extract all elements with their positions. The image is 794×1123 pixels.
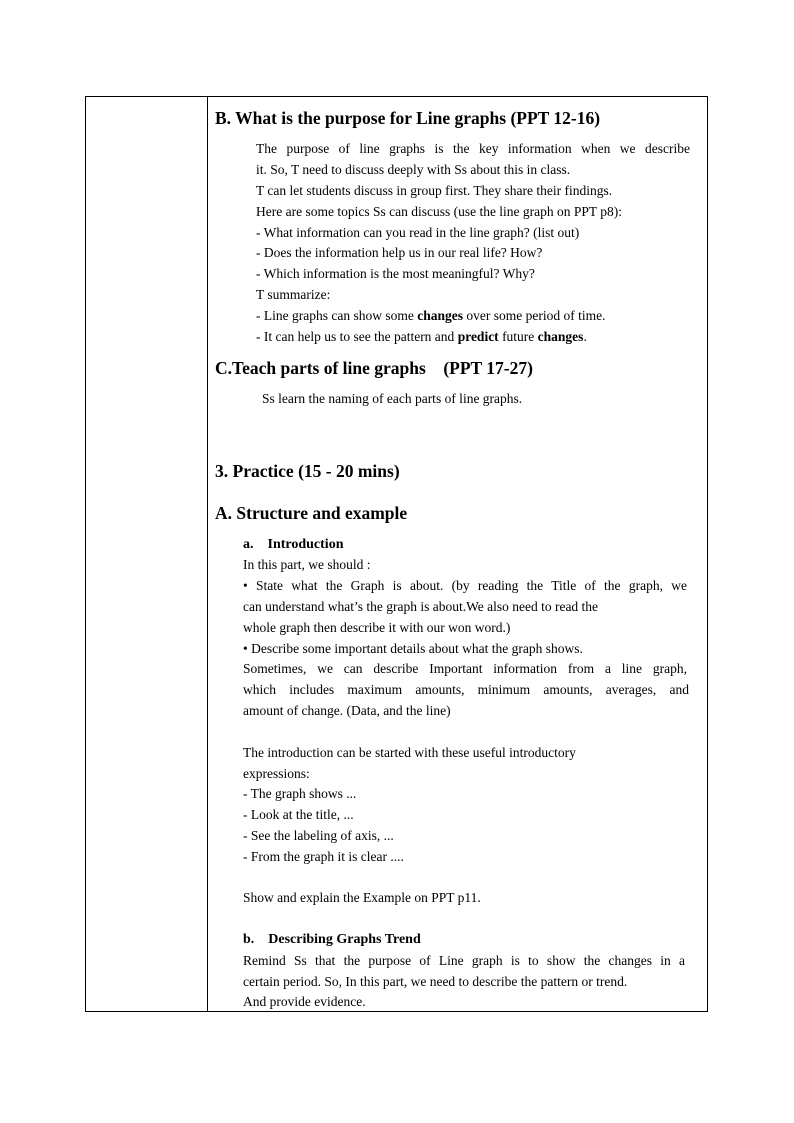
summary-line-1 <box>256 309 605 323</box>
intro-line: amount of change. (Data, and the line) <box>243 703 451 718</box>
summary-line-2 <box>256 330 587 344</box>
intro-line: - Look at the title, ... <box>243 807 354 822</box>
intro-line: Sometimes, we can describe Important information from a line graph, <box>243 661 687 676</box>
section-c-heading: C.Teach parts of line graphs (PPT 17-27) <box>215 358 533 378</box>
intro-line: - From the graph it is clear .... <box>243 849 404 864</box>
practice-heading: 3. Practice (15 - 20 mins) <box>215 461 400 481</box>
intro-line: • Describe some important details about what the graph shows. <box>243 641 583 656</box>
intro-line: can understand what’s the graph is about.We also need to read the <box>243 599 599 614</box>
summary-text: future <box>498 329 538 344</box>
summary-bold: predict <box>457 329 499 344</box>
section-b-line: - Does the information help us in our real life? How? <box>256 245 543 260</box>
trend-line: Remind Ss that the purpose of Line graph is to show the changes in a <box>243 953 685 968</box>
section-b-line: it. So, T need to discuss deeply with Ss about this in class. <box>256 162 571 177</box>
section-c-line: Ss learn the naming of each parts of line graphs. <box>262 391 523 406</box>
structure-heading: A. Structure and example <box>215 503 408 523</box>
intro-line: In this part, we should : <box>243 557 371 572</box>
section-b-line: T can let students discuss in group first. They share their findings. <box>256 183 613 198</box>
intro-line: which includes maximum amounts, minimum amounts, averages, and <box>243 682 689 697</box>
intro-line: whole graph then describe it with our won word.) <box>243 620 511 635</box>
introduction-title: a. Introduction <box>243 537 344 552</box>
section-b-line: T summarize: <box>256 287 331 302</box>
trend-title: b. Describing Graphs Trend <box>243 932 421 947</box>
summary-text: - It can help us to see the pattern and <box>256 329 458 344</box>
section-b-line: - What information can you read in the line graph? (list out) <box>256 225 580 240</box>
section-b-line: The purpose of line graphs is the key information when we describe <box>256 141 690 156</box>
intro-line: Show and explain the Example on PPT p11. <box>243 890 481 905</box>
intro-line: • State what the Graph is about. (by reading the Title of the graph, we <box>243 578 687 593</box>
intro-line: The introduction can be started with these useful introductory <box>243 745 576 760</box>
section-b-heading: B. What is the purpose for Line graphs (PPT 12-16) <box>215 108 601 128</box>
summary-text: over some period of time. <box>462 308 606 323</box>
intro-line: expressions: <box>243 766 310 781</box>
trend-line: certain period. So, In this part, we need to describe the pattern or trend. <box>243 974 628 989</box>
summary-text: . <box>583 329 587 344</box>
column-divider <box>207 97 208 1011</box>
trend-line: And provide evidence. <box>243 994 366 1009</box>
section-b-line: Here are some topics Ss can discuss (use the line graph on PPT p8): <box>256 204 623 219</box>
summary-bold: changes <box>417 308 463 323</box>
summary-text: - Line graphs can show some <box>256 308 418 323</box>
summary-bold: changes <box>537 329 584 344</box>
section-b-line: - Which information is the most meaningful? Why? <box>256 266 535 281</box>
intro-line: - See the labeling of axis, ... <box>243 828 394 843</box>
intro-line: - The graph shows ... <box>243 786 357 801</box>
